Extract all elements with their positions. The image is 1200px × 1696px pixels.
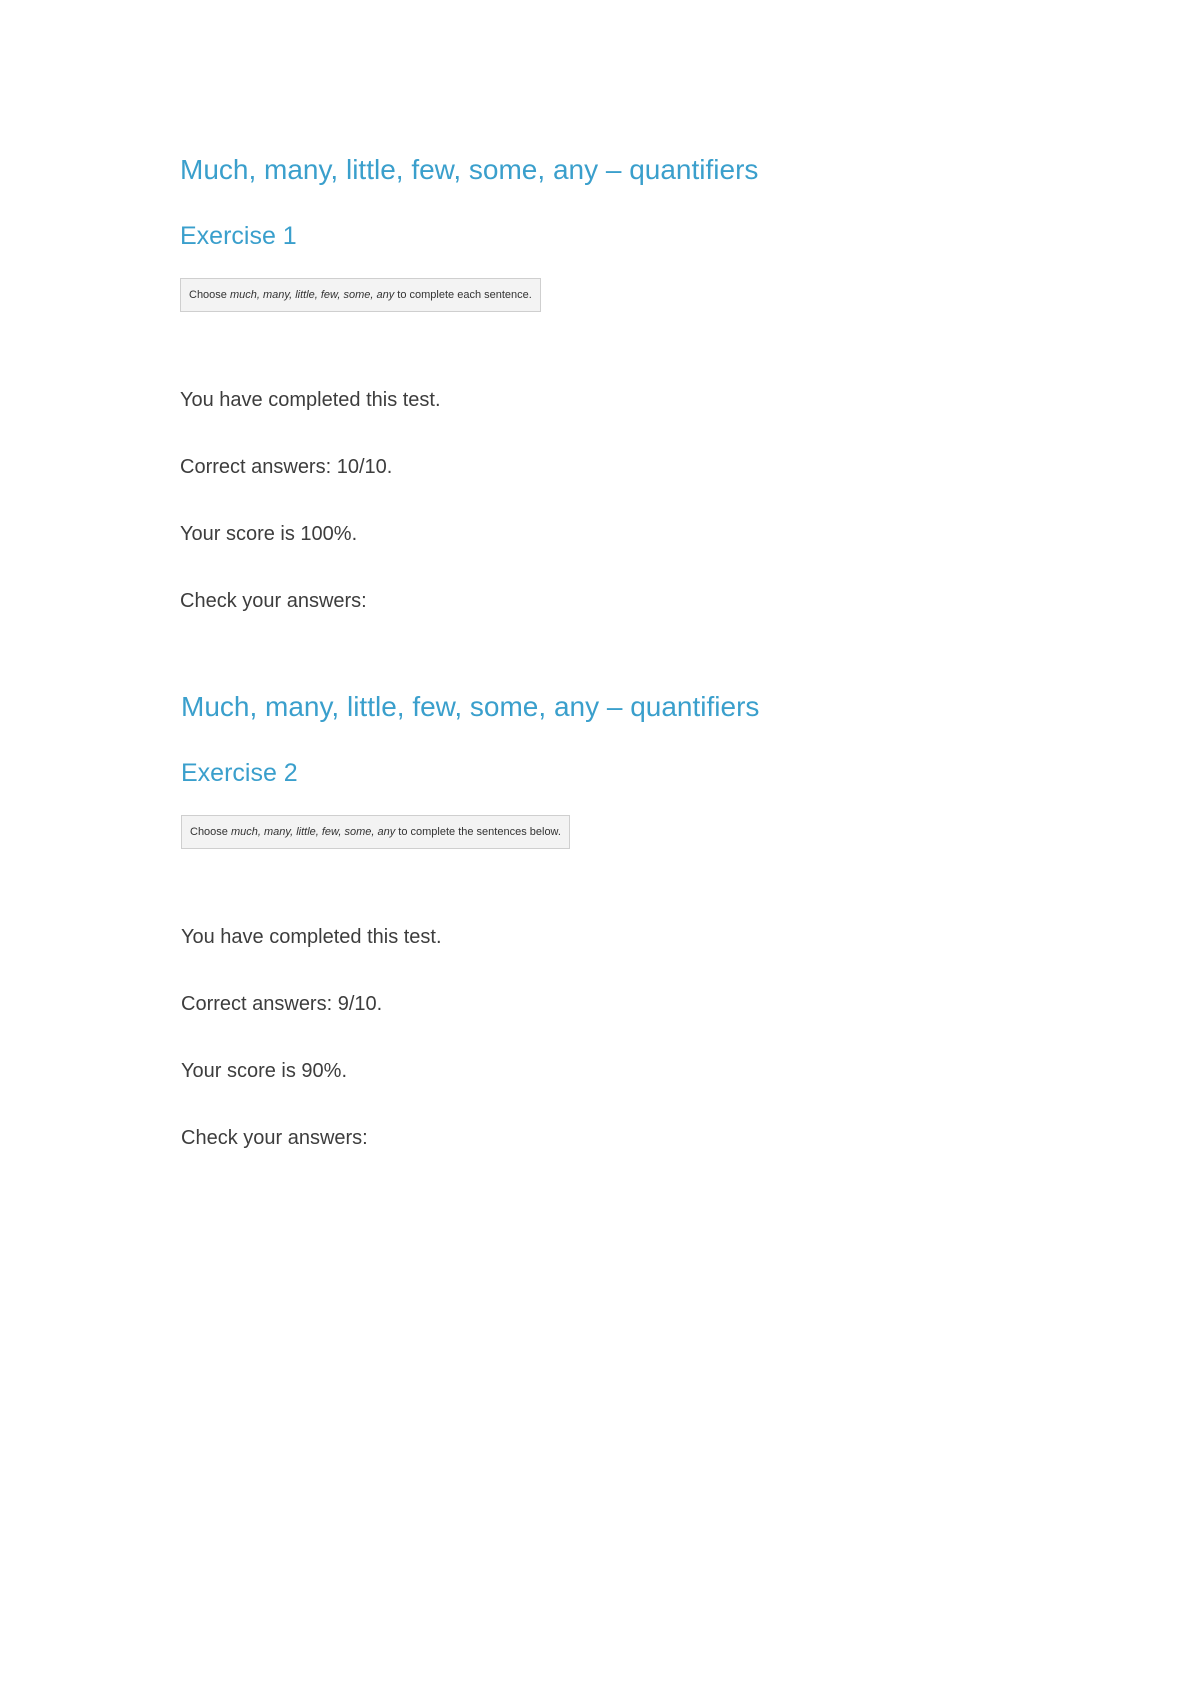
completed-message: You have completed this test.: [181, 926, 442, 948]
results: [180, 382, 1080, 619]
score: Your score is 100%.: [180, 523, 358, 545]
instruction-suffix: to complete each sentence.: [394, 289, 532, 301]
instruction-suffix: to complete the sentences below.: [395, 826, 561, 838]
exercise-heading: Exercise 2: [181, 759, 298, 787]
instruction-words: much, many, little, few, some, any: [230, 826, 396, 838]
check-answers-label: Check your answers:: [180, 590, 367, 612]
exercise-section-1: [180, 150, 1080, 619]
instruction-box: [181, 815, 570, 849]
page-title: Much, many, little, few, some, any – quantifiers: [181, 691, 760, 722]
score: Your score is 90%.: [181, 1060, 348, 1082]
instruction-box: [180, 278, 541, 312]
correct-answers: Correct answers: 9/10.: [181, 993, 383, 1015]
instruction-prefix: Choose: [190, 826, 231, 838]
instruction-words: much, many, little, few, some, any: [229, 289, 395, 301]
exercise-section-2: [181, 687, 1081, 1156]
completed-message: You have completed this test.: [180, 389, 441, 411]
results: [181, 919, 1081, 1156]
exercise-heading: Exercise 1: [180, 222, 297, 250]
check-answers-label: Check your answers:: [181, 1127, 368, 1149]
instruction-prefix: Choose: [189, 289, 230, 301]
page-title: Much, many, little, few, some, any – quantifiers: [180, 154, 759, 185]
correct-answers: Correct answers: 10/10.: [180, 456, 393, 478]
